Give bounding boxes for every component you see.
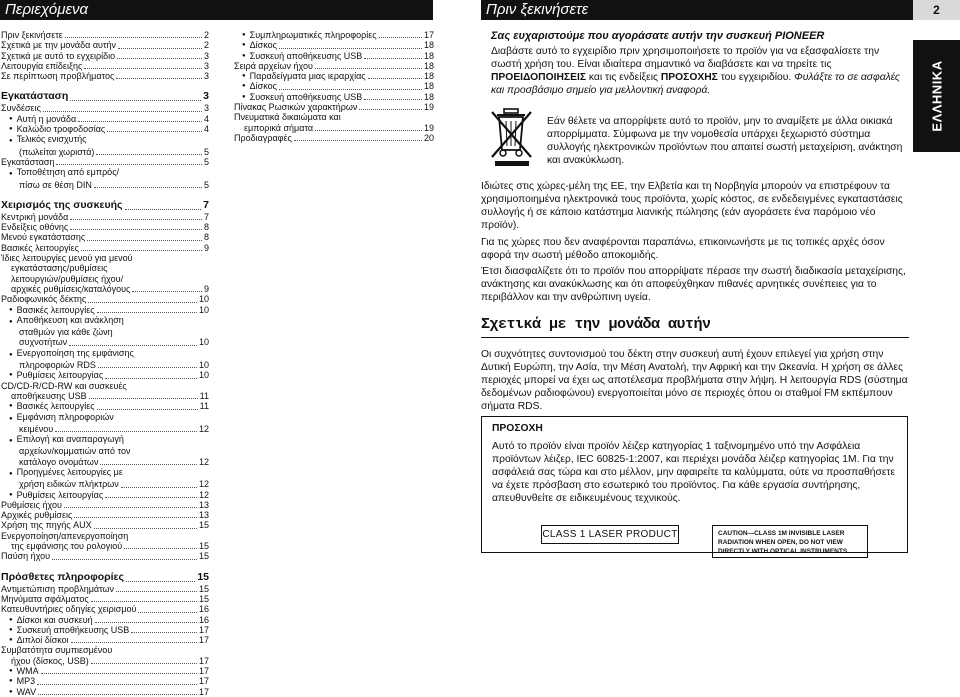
toc-entry-text: κατάλογο ονομάτων: [19, 456, 99, 467]
toc-entry-text: Βασικές λειτουργίες: [1, 242, 79, 253]
toc-entry: [1, 401, 209, 411]
toc-leader: [96, 154, 202, 155]
toc-leader: [315, 130, 422, 131]
toc-page-number: 10: [198, 337, 209, 348]
toc-leader: [121, 487, 197, 488]
toc-leader: [294, 140, 422, 141]
toc-entry: [1, 30, 209, 40]
toc-entry: [1, 531, 209, 552]
toc-page-number: 19: [423, 122, 434, 133]
toc-leader: [124, 548, 197, 549]
toc-entry-text: Προδιαγραφές: [234, 132, 292, 143]
toc-leader: [279, 48, 422, 49]
toc-page-number: 9: [203, 283, 209, 294]
toc-page-number: 13: [198, 510, 209, 521]
toc-page-number: 17: [198, 676, 209, 687]
toc-leader: [125, 209, 202, 210]
toc-leader: [98, 367, 197, 368]
caution-heading: ΠΡΟΣΟΧΗ: [492, 423, 543, 434]
toc-entry-text: Πρόσθετες πληροφορίες: [1, 570, 124, 583]
toc-leader: [38, 694, 197, 695]
toc-entry-text: ● Ρυθμίσεις λειτουργίας: [16, 489, 104, 500]
toc-entry-text: Μηνύματα σφάλματος: [1, 593, 89, 604]
toc-page-number: 4: [203, 113, 209, 124]
toc-entry-text: ● Συμπληρωματικές πληροφορίες: [249, 30, 377, 40]
toc-leader: [138, 612, 197, 613]
toc-entry: [234, 40, 434, 50]
toc-entry: [1, 134, 209, 157]
toc-entry-text: ● Παραδείγματα μιας ιεραρχίας: [249, 71, 366, 82]
toc-page-number: 17: [198, 655, 209, 666]
toc-entry-text: σταθμών για κάθε ζώνη: [19, 327, 113, 338]
toc-entry-text: λειτουργιών/ρυθμίσεις ήχου/: [11, 273, 124, 284]
toc-entry-text: Συνδέσεις: [1, 103, 41, 114]
toc-entry-text: ● Προηγμένες λειτουργίες με: [9, 467, 123, 477]
intro-block: [491, 30, 911, 97]
toc-entry-text: Σχετικά με την μονάδα αυτήν: [1, 40, 117, 51]
toc-entry-text: ● Δίσκοι και συσκευή: [16, 614, 93, 625]
toc-entry-text: εμπορικά σήματα: [244, 122, 314, 133]
toc-entry-text: ● Επιλογή και αναπαραγωγή: [9, 434, 124, 444]
toc-leader: [364, 99, 422, 100]
toc-entry: [1, 687, 209, 697]
toc-page-number: 2: [203, 40, 209, 51]
toc-entry-text: ● MP3: [16, 676, 36, 687]
toc-leader: [84, 68, 202, 69]
toc-entry-text: Ενεργοποίηση/απενεργοποίηση: [1, 530, 129, 541]
toc-page-number: 15: [198, 551, 209, 562]
toc-entry: [1, 676, 209, 686]
toc-entry-text: Χρήση της πηγής AUX: [1, 520, 92, 531]
toc-leader: [70, 219, 202, 220]
toc-entry: [1, 40, 209, 50]
paragraph-eu-return: Ιδιώτες στις χώρες-μέλη της ΕΕ, την Ελβετία και τη Νορβηγία μπορούν να επιστρέφουν τα χρησιμοποιημένα ηλεκτρονικά τους προϊόντα, χωρίς κόστος, σε ενδεδειγμένες εγκαταστάσεις συλλογής ή σε κάποιο κατάστημα λιανικής πώλησης (εάν αγοράσετε ένα παρόμοιο νέο προϊόν).: [481, 181, 903, 231]
toc-page-number: 15: [198, 541, 209, 552]
toc-entry-text: ● Τοποθέτηση από εμπρός/: [9, 167, 119, 177]
intro-text-2: και τις ενδείξεις: [586, 72, 661, 83]
toc-page-number: 15: [198, 593, 209, 604]
toc-entry: [234, 30, 434, 40]
toc-leader: [74, 517, 197, 518]
toc-leader: [116, 591, 197, 592]
toc-entry-text: Πριν ξεκινήσετε: [1, 30, 63, 40]
toc-page-number: 16: [198, 604, 209, 615]
toc-entry: [234, 133, 434, 143]
toc-leader: [116, 78, 202, 79]
toc-entry-text: Συμβατότητα συμπιεσμένου: [1, 645, 113, 656]
caution-body: Αυτό το προϊόν είναι προϊόν λέιζερ κατηγορίας 1 ταξινομημένο υπό την Ασφάλεια προϊόντων λέιζερ, IEC 60825-1:2007, και περιέχει μονάδα λέιζερ κατηγορίας 1M. Για την ασφάλειά σας τώρα και στο μέλλον, μην αφαιρείτε τα καλύμματα, ούτε να προσπαθήσετε να έχετε πρόσβαση στο εσωτερικό του προϊόντος. Για κάθε εργασία συντήρησης, απευθυνθείτε σε ειδικευμένους τεχνικούς.: [492, 441, 896, 504]
toc-page-number: 7: [203, 211, 209, 222]
toc-entry: [1, 212, 209, 222]
toc-entry-text: ● WAV: [16, 686, 37, 697]
toc-page-number: 17: [198, 624, 209, 635]
toc-page-number: 18: [423, 60, 434, 71]
toc-section: [1, 199, 209, 212]
toc-page-number: 15: [198, 583, 209, 594]
toc-entry: [1, 243, 209, 253]
toc-entry: [1, 625, 209, 635]
toc-entry: [1, 510, 209, 520]
toc-entry-text: Σε περίπτωση προβλήματος: [1, 71, 115, 82]
paragraph-disposal-assurance: Έτσι διασφαλίζετε ότι το προϊόν που απορρίψατε πέρασε την σωστή διαδικασία μεταχείρισης, ανάκτησης και ανακύκλωσης και ότι αποφεύχθηκαν πιθανές αρνητικές συνέπειες για το περιβάλλον και την ανθρώπινη υγεία.: [481, 266, 906, 303]
toc-entry-text: Αρχικές ρυθμίσεις: [1, 510, 73, 521]
toc-entry-text: ● Συσκευή αποθήκευσης USB: [16, 624, 130, 635]
toc-entry: [1, 635, 209, 645]
toc-column-1: [1, 30, 209, 697]
toc-entry: [1, 315, 209, 348]
toc-leader: [70, 229, 202, 230]
toc-entry: [1, 645, 209, 666]
toc-page-number: 2: [203, 30, 209, 40]
toc-leader: [52, 559, 197, 560]
toc-entry: [1, 500, 209, 510]
toc-entry-text: Ραδιοφωνικός δέκτης: [1, 294, 87, 305]
toc-leader: [132, 291, 202, 292]
toc-page-number: 18: [423, 81, 434, 92]
toc-page-number: 18: [423, 71, 434, 82]
toc-entry-text: χρήση ειδικών πλήκτρων: [19, 479, 119, 490]
toc-leader: [37, 684, 197, 685]
toc-leader: [78, 121, 202, 122]
toc-entry: [1, 381, 209, 402]
toc-entry-text: ● Αυτή η μονάδα: [16, 113, 77, 124]
toc-entry-text: κειμένου: [19, 423, 54, 434]
toc-entry-text: Κατευθυντήριες οδηγίες χειρισμού: [1, 604, 137, 615]
toc-entry-text: Ίδιες λειτουργίες μενού για μενού: [1, 253, 133, 264]
toc-page-number: 10: [198, 294, 209, 305]
section-body: Οι συχνότητες συντονισμού του δέκτη στην συσκευή αυτή έχουν επιλεγεί για χρήση στην Δυτική Ευρώπη, την Ασία, την Μέση Ανατολή, την Αφρική και την Ωκεανία. Η χρήση σε άλλες περιοχές μπορεί να έχει ως αποτέλεσμα προβλήματα στην λήψη. Η λειτουργία RDS (σύστημα δεδομένων ραδιοφώνου) ενεργοποιείται μόνο σε περιοχές όπου οι σταθμοί FM εκπέμπουν σήματα RDS.: [481, 349, 908, 412]
toc-entry: [234, 61, 434, 71]
weee-crossed-bin-icon: [489, 106, 537, 168]
toc-leader: [91, 601, 197, 602]
paragraph-other-countries: Για τις χώρες που δεν αναφέρονται παραπάνω, επικοινωνήστε με τις τοπικές αρχές όσον αφορά την σωστή μέθοδο αποκομιδής.: [481, 237, 885, 261]
toc-page-number: 12: [198, 479, 209, 490]
toc-entry-text: συχνοτήτων: [19, 337, 68, 348]
toc-entry-text: Πίνακας Ρωσικών χαρακτήρων: [234, 102, 358, 113]
toc-entry: [1, 666, 209, 676]
toc-leader: [89, 398, 198, 399]
toc-leader: [100, 464, 197, 465]
toc-leader: [88, 302, 197, 303]
toc-page-number: 18: [423, 91, 434, 102]
toc-entry: [1, 348, 209, 371]
toc-entry-text: ● Ρυθμίσεις λειτουργίας: [16, 370, 104, 381]
toc-leader: [97, 409, 198, 410]
toc-leader: [65, 37, 202, 38]
toc-page-number: 19: [423, 102, 434, 113]
toc-entry: [1, 157, 209, 167]
toc-entry-text: ● WMA: [16, 666, 39, 677]
section-rule: [481, 337, 909, 338]
toc-entry: [1, 124, 209, 134]
toc-leader: [131, 632, 197, 633]
toc-entry-text: Χειρισμός της συσκευής: [1, 198, 123, 211]
toc-entry: [1, 551, 209, 561]
toc-entry-text: ● Εμφάνιση πληροφοριών: [9, 412, 114, 422]
page-number: 2: [913, 0, 960, 20]
toc-page-number: 9: [203, 242, 209, 253]
toc-page-number: 15: [198, 520, 209, 531]
toc-entry-text: ● Αποθήκευση και ανάκληση: [9, 315, 124, 325]
toc-entry: [234, 71, 434, 81]
toc-page-number: 3: [203, 103, 209, 114]
toc-page-number: 12: [198, 456, 209, 467]
toc-entry: [1, 71, 209, 81]
toc-entry-text: ● Συσκευή αποθήκευσης USB: [249, 50, 363, 61]
toc-page-number: 5: [203, 146, 209, 157]
toc-entry: [234, 81, 434, 91]
header-right-title: Πριν ξεκινήσετε: [481, 0, 913, 20]
toc-entry-text: Μενού εγκατάστασης: [1, 232, 86, 243]
toc-entry: [234, 51, 434, 61]
toc-entry-text: πληροφοριών RDS: [19, 360, 96, 371]
toc-column-2: [234, 30, 434, 143]
toc-leader: [91, 663, 197, 664]
toc-leader: [43, 111, 202, 112]
toc-leader: [69, 345, 197, 346]
toc-entry: [1, 412, 209, 435]
toc-page-number: 3: [203, 50, 209, 61]
toc-page-number: 20: [423, 132, 434, 143]
toc-entry: [1, 584, 209, 594]
toc-entry: [1, 51, 209, 61]
toc-entry-text: της εμφάνισης του ρολογιού: [11, 541, 123, 552]
toc-leader: [81, 250, 202, 251]
toc-entry: [1, 103, 209, 113]
intro-text-3: του εγχειριδίου.: [717, 72, 795, 83]
toc-page-number: 3: [203, 71, 209, 82]
toc-entry-text: εγκατάστασης/ρυθμίσεις: [11, 263, 108, 274]
toc-leader: [97, 312, 197, 313]
toc-entry: [1, 305, 209, 315]
toc-entry-text: ● Ενεργοποίηση της εμφάνισης: [9, 348, 134, 358]
toc-leader: [315, 68, 422, 69]
toc-page-number: 18: [423, 50, 434, 61]
toc-page-number: 5: [203, 156, 209, 167]
toc-entry-text: Σειρά αρχείων ήχου: [234, 60, 313, 71]
toc-leader: [56, 164, 202, 165]
header-left-title: Περιεχόμενα: [0, 0, 433, 20]
toc-entry-text: Πνευματικά δικαιώματα και: [234, 112, 341, 123]
toc-page-number: 13: [198, 499, 209, 510]
toc-entry: [1, 222, 209, 232]
toc-entry-text: ήχου (δίσκος, USB): [11, 655, 89, 666]
toc-leader: [126, 581, 195, 582]
toc-section: [1, 571, 209, 584]
toc-entry-text: αρχείων/κομματιών από τον: [19, 446, 131, 457]
toc-entry: [1, 253, 209, 294]
toc-page-number: 15: [197, 570, 209, 583]
toc-section: [1, 90, 209, 103]
toc-entry-text: αποθήκευσης USB: [11, 390, 87, 401]
language-tab: [913, 40, 960, 152]
toc-entry: [1, 604, 209, 614]
section-heading: Σχετικά με την μονάδα αυτήν: [481, 316, 711, 333]
toc-entry-text: ● Δίσκος: [249, 40, 277, 51]
toc-leader: [364, 58, 422, 59]
toc-page-number: 3: [203, 60, 209, 71]
toc-entry-text: Παύση ήχου: [1, 551, 51, 562]
toc-page-number: 8: [203, 232, 209, 243]
toc-entry: [1, 434, 209, 467]
toc-page-number: 18: [423, 40, 434, 51]
toc-page-number: 8: [203, 222, 209, 233]
laser-class-label: CLASS 1 LASER PRODUCT: [541, 525, 679, 544]
toc-leader: [359, 109, 422, 110]
toc-page-number: 12: [198, 489, 209, 500]
toc-entry: [1, 615, 209, 625]
toc-entry: [1, 490, 209, 500]
laser-warning-label: CAUTION—CLASS 1M INVISIBLE LASER RADIATION WHEN OPEN, DO NOT VIEW DIRECTLY WITH OPTICAL INSTRUMENTS.: [712, 525, 868, 558]
intro-warnings: ΠΡΟΕΙΔΟΠΟΙΗΣΕΙΣ: [491, 72, 587, 83]
toc-leader: [87, 240, 202, 241]
toc-entry: [234, 92, 434, 102]
toc-leader: [107, 131, 202, 132]
intro-keep-note: Φυλάξτε το σε ασφαλές και προσβάσιμο σημείο για μελλοντική αναφορά.: [491, 72, 900, 96]
toc-entry-text: Ενδείξεις οθόνης: [1, 222, 69, 233]
toc-entry: [234, 102, 434, 112]
toc-page-number: 10: [198, 370, 209, 381]
toc-entry-text: Αντιμετώπιση προβλημάτων: [1, 583, 115, 594]
toc-leader: [117, 58, 202, 59]
toc-page-number: 11: [199, 390, 209, 401]
toc-entry-text: πίσω σε θέση DIN: [19, 179, 92, 190]
toc-leader: [64, 507, 197, 508]
toc-entry-text: αρχικές ρυθμίσεις/καταλόγους: [11, 283, 131, 294]
toc-entry-text: Ρυθμίσεις ήχου: [1, 499, 62, 510]
toc-page-number: 3: [203, 90, 209, 103]
toc-entry-text: Εγκατάσταση: [1, 156, 55, 167]
toc-page-number: 10: [198, 304, 209, 315]
toc-entry-text: Λειτουργία επίδειξης: [1, 60, 83, 71]
toc-page-number: 17: [198, 635, 209, 646]
toc-page-number: 4: [203, 124, 209, 135]
toc-page-number: 7: [203, 198, 209, 211]
toc-entry-text: CD/CD-R/CD-RW και συσκευές: [1, 380, 127, 391]
toc-entry: [1, 114, 209, 124]
intro-body: [491, 45, 911, 97]
toc-leader: [379, 37, 422, 38]
toc-entry-text: ● Βασικές λειτουργίες: [16, 401, 95, 412]
toc-entry-text: Σχετικά με αυτό το εγχειρίδιο: [1, 50, 116, 61]
toc-entry-text: ● Βασικές λειτουργίες: [16, 304, 95, 315]
toc-leader: [94, 187, 202, 188]
toc-entry: [1, 167, 209, 190]
toc-leader: [368, 78, 422, 79]
toc-entry: [1, 594, 209, 604]
toc-entry-text: ● Καλώδιο τροφοδοσίας: [16, 124, 106, 135]
toc-page-number: 17: [198, 666, 209, 677]
toc-page-number: 5: [203, 179, 209, 190]
toc-leader: [105, 378, 197, 379]
toc-page-number: 17: [423, 30, 434, 40]
toc-leader: [94, 528, 197, 529]
toc-page-number: 17: [198, 686, 209, 697]
toc-entry-text: ● Τελικός ενισχυτής: [9, 134, 87, 144]
toc-entry: [1, 232, 209, 242]
toc-entry-text: Κεντρική μονάδα: [1, 211, 69, 222]
toc-entry: [1, 520, 209, 530]
intro-text-1: Διαβάστε αυτό το εγχειρίδιο πριν χρησιμοποιήσετε το προϊόν για να εξασφαλίσετε την σωστή χρήση του. Είναι ιδιαίτερα σημαντικό να διαβάσετε και να τηρείτε τις: [491, 46, 880, 70]
toc-page-number: 11: [199, 401, 209, 412]
weee-disposal-text: Εάν θέλετε να απορρίψετε αυτό το προϊόν, μην το αναμίξετε με άλλα οικιακά απορρίμματα. Σύμφωνα με την νομοθεσία υπάρχει ξεχωριστό σύστημα συλλογής ηλεκτρονικών προϊόντων που απαιτεί σωστή μεταχείριση, ανάκτηση και ανακύκλωση.: [547, 116, 903, 166]
language-tab-label: ΕΛΛΗΝΙΚΑ: [929, 60, 944, 132]
toc-leader: [118, 48, 202, 49]
toc-entry: [1, 467, 209, 490]
toc-leader: [70, 100, 201, 101]
toc-leader: [55, 431, 197, 432]
toc-page-number: 12: [198, 423, 209, 434]
toc-entry-text: (πωλείται χωριστά): [19, 146, 95, 157]
toc-entry: [1, 294, 209, 304]
toc-leader: [41, 673, 197, 674]
intro-title: Σας ευχαριστούμε που αγοράσατε αυτήν την συσκευή PIONEER: [491, 30, 825, 42]
toc-entry: [1, 61, 209, 71]
toc-leader: [95, 622, 197, 623]
toc-entry-text: ● Δίσκος: [249, 81, 277, 92]
toc-entry: [234, 112, 434, 133]
toc-entry: [1, 370, 209, 380]
toc-leader: [279, 89, 422, 90]
intro-cautions: ΠΡΟΣΟΧΗΣ: [660, 72, 718, 83]
toc-entry-text: ● Διπλοί δίσκοι: [16, 635, 69, 646]
toc-page-number: 16: [198, 614, 209, 625]
toc-entry-text: Εγκατάσταση: [1, 90, 69, 103]
toc-page-number: 10: [198, 360, 209, 371]
toc-entry-text: ● Συσκευή αποθήκευσης USB: [249, 91, 363, 102]
toc-leader: [105, 497, 197, 498]
